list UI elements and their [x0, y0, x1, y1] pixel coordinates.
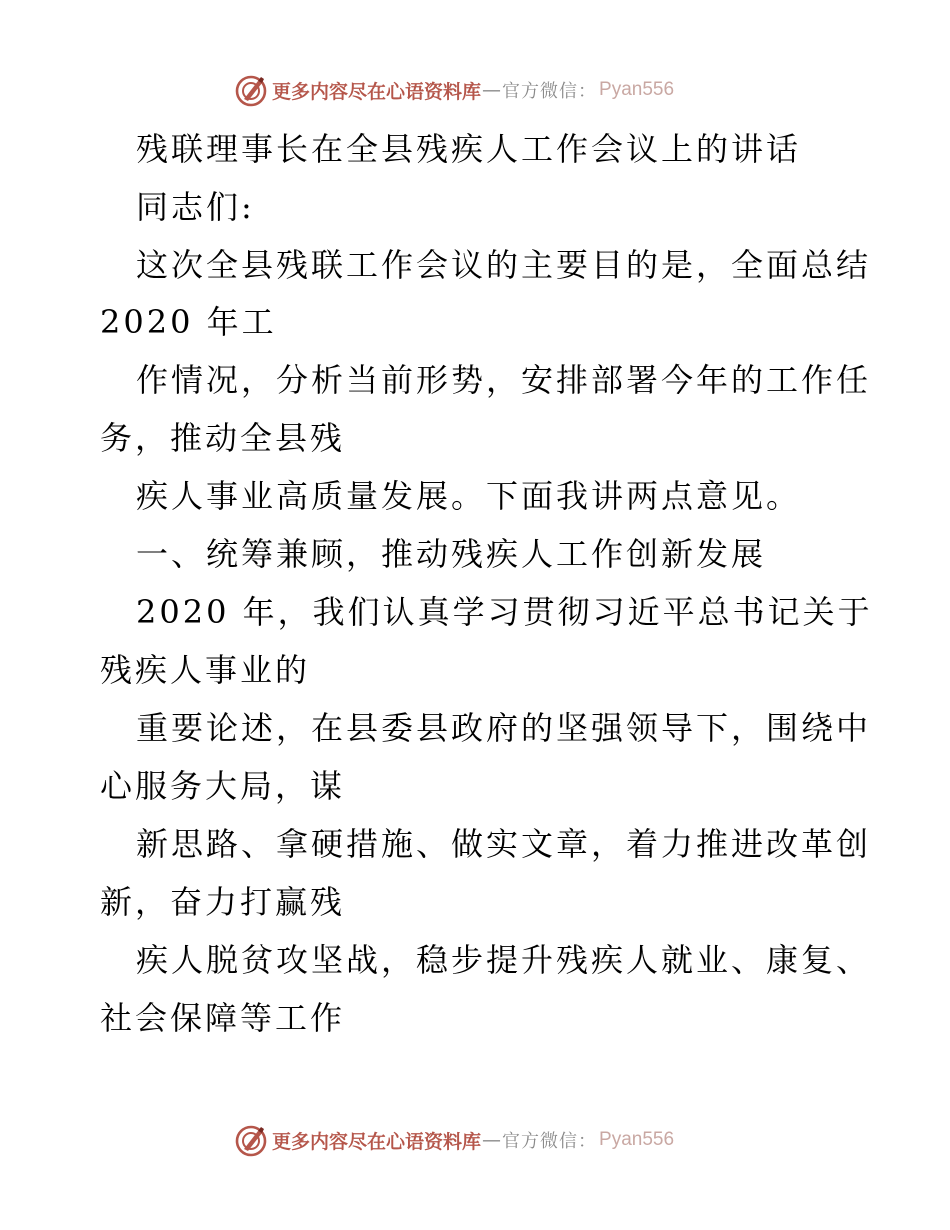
banner-dash: — [482, 79, 502, 101]
banner-official-label: 官方微信： [502, 1131, 598, 1152]
text-line: 作情况，分析当前形势，安排部署今年的工作任 [136, 361, 872, 399]
pen-swirl-logo-icon [234, 73, 268, 107]
salutation: 同志们: [136, 188, 255, 226]
banner-main-text: 更多内容尽在心语资料库 [272, 80, 482, 103]
text-line: 新，奋力打赢残 [100, 883, 346, 921]
text-line: 心服务大局，谋 [100, 767, 346, 805]
header-banner [234, 70, 674, 110]
text-line: 务，推动全县残 [100, 419, 346, 457]
banner-dash: — [482, 1129, 502, 1151]
section-heading: 一、统筹兼顾，推动残疾人工作创新发展 [136, 535, 767, 573]
banner-main-text: 更多内容尽在心语资料库 [272, 1130, 482, 1153]
text-line: 2020 年，我们认真学习贯彻习近平总书记关于 [136, 593, 873, 631]
text-line: 2020 年工 [100, 303, 277, 341]
pen-swirl-logo-icon [234, 1123, 268, 1157]
text-line: 社会保障等工作 [100, 999, 346, 1037]
banner-official-label: 官方微信： [502, 81, 598, 102]
text-line: 新思路、拿硬措施、做实文章，着力推进改革创 [136, 825, 872, 863]
text-line: 疾人脱贫攻坚战，稳步提升残疾人就业、康复、 [136, 941, 872, 979]
banner-wechat-id: Pyan556 [599, 1129, 675, 1150]
footer-banner [234, 1120, 674, 1160]
text-line: 残疾人事业的 [100, 651, 311, 689]
text-line: 重要论述，在县委县政府的坚强领导下，围绕中 [136, 709, 872, 747]
banner-wechat-id: Pyan556 [599, 79, 675, 100]
text-line: 疾人事业高质量发展。下面我讲两点意见。 [136, 477, 802, 515]
text-line: 这次全县残联工作会议的主要目的是，全面总结 [136, 246, 872, 284]
document-title: 残联理事长在全县残疾人工作会议上的讲话 [136, 130, 802, 168]
